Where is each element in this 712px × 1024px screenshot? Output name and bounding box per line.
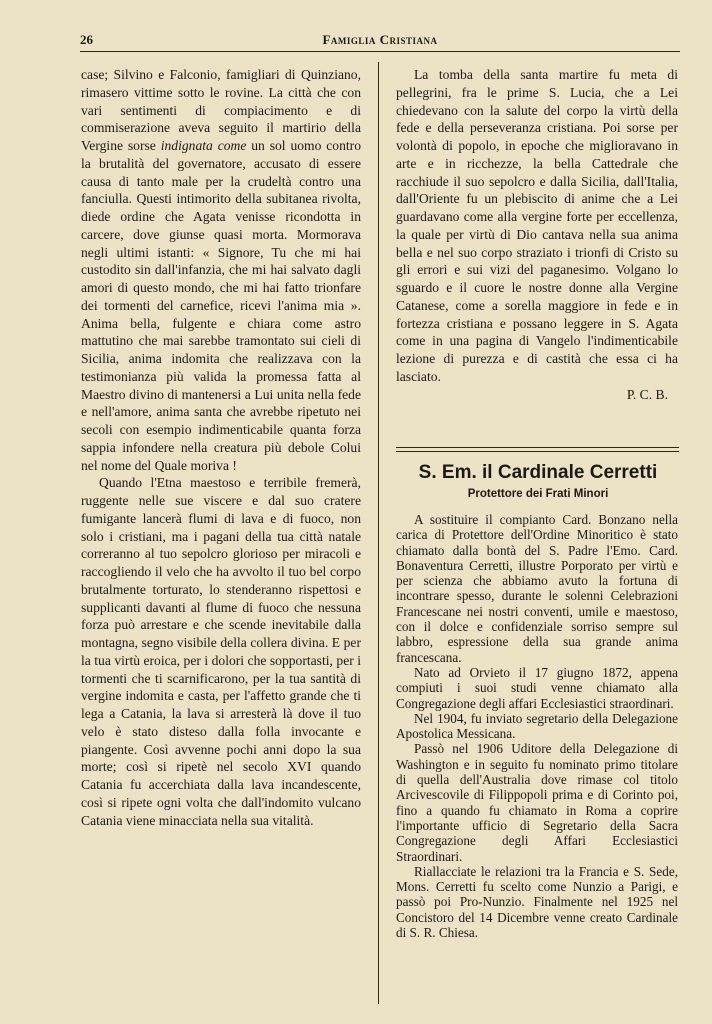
article-title: S. Em. il Cardinale Cerretti [418, 462, 658, 483]
header-rule [80, 51, 680, 52]
paragraph: Quando l'Etna maestoso e terribile fremerà, ruggente nelle sue viscere e dal suo cratere fumigante lancerà flumi di lava e di fuoco, non solo i cristiani, ma i pagani della tua città natale correranno al tuo sepolcro glorioso per miracoli e raccogliendo il velo che ha avvolto il tuo bel corpo brutalmente torturato, lo stenderanno rispettosi e supplicanti davanti al flume di fuoco che nessuna forza può arrestare e che scende inevitabile dalla montagna, segno visibile della collera divina. E per la tua virtù eroica, per i dolori che sopportasti, per i tormenti che ti scarnificarono, per la tua santità di vergine indomita e casta, per l'affetto grande che ti lega a Catania, la lava si arresterà là dove il tuo velo è stato disteso dalla folla invocante e piangente. Così avvenne pochi anni dopo la sua morte; così si ripetè nel secolo XVI quando Catania fu accerchiata dalla lava incandescente, così si ripete ogni volta che dall'indomito vulcano Catania viene minacciata nella sua vitalità. [81, 475, 361, 828]
paragraph: Riallacciate le relazioni tra la Francia e S. Sede, Mons. Cerretti fu scelto come Nunzio a Parigi, e passò poi Pro-Nunzio. Finalmente nel 1925 nel Concistoro del 14 Dicembre venne creato Cardinale di S. R. Chiesa. [396, 863, 678, 941]
author-signature: P. C. B. [626, 386, 668, 402]
paragraph-text: case; Silvino e Falconio, famigliari di Quinziano, rimasero vittime sotto le rovine. La città che con vari sentimenti di compiacimento e di commiserazione aveva seguito il martirio della Vergine sorse [81, 67, 361, 153]
page-header [80, 30, 680, 48]
paragraph: Nato ad Orvieto il 17 giugno 1872, appena compiuti i suoi studi venne chiamato alla Congregazione degli affari Ecclesiastici straordinari. [396, 664, 678, 711]
page-number: 26 [80, 32, 93, 47]
right-column-top [396, 66, 678, 403]
paragraph [81, 66, 361, 474]
running-title: Famiglia Cristiana [322, 32, 438, 47]
paragraph: Passò nel 1906 Uditore della Delegazione di Washington e in seguito fu nominato primo titolare di quella dell'Australia dove rimase col titolo Arcivescovile di Filippopoli prima e di Corinto poi, fino a quando fu chiamato in Roma a coprire l'importante ufficio di Segretario della Sacra Congregazione degli Affari Ecclesiastici Straordinari. [396, 741, 678, 864]
article-body [396, 512, 678, 940]
article-subtitle: Protettore dei Frati Minori [467, 488, 609, 500]
paragraph: A sostituire il compianto Card. Bonzano nella carica di Protettore dell'Ordine Minoritico è stato chiamato dalla bontà del S. Padre l'Emo. Card. Bonaventura Cerretti, illustre Porporato per virtù e per scienza che abbiamo avuto la fortuna di incontrare spesso, durante le solenni Celebrazioni Francescane nei nostri conventi, umile e maestoso, con il dolce e confidenziale sorriso sempre sul labbro, espressione della sua grande anima francescana. [396, 512, 678, 665]
section-divider [396, 447, 679, 452]
paragraph: La tomba della santa martire fu meta di pellegrini, fra le prime S. Lucia, che a Lei chiedevano con la salute del corpo la virtù della fede e della perseveranza cristiana. Poi sorse per volontà di popolo, in epoche che miglioravano in arte e in ricchezze, la bella Cattedrale che racchiude il suo sepolcro e dalla Sicilia, dall'Italia, dall'Oriente fu un plebiscito di anime che a Lei guardavano come alla vergine forte per eccellenza, la quale per virtù di Dio cantava nella sua anima bella e nel suo corpo straziato i trionfi di Cristo su gli errori e sui vizi del paganesimo. Volgano lo sguardo e il cuore le nostre donne alla Vergine Catanese, come a sorella maggiore in fede e in fortezza cristiana e possano leggere in S. Agata come in una pagina di Vangelo l'indimenticabile lezione di purezza e di castità che essa ci ha lasciato. [396, 67, 678, 384]
emphasis-text: indignata come [160, 138, 247, 153]
signature-line [396, 386, 678, 404]
paragraph-text: un sol uomo contro la brutalità del governatore, accusato di essere causa di tanto male per la crudeltà contro una fanciulla. Questi intimorito della subitanea rivolta, diede ordine che Agata venisse ricondotta in carcere, dove giunse quasi morta. Mormorava negli ultimi istanti: « Signore, Tu che mi hai custodito sin dall'infanzia, che mi hai salvato dagli amori di questo mondo, che mi hai fatto trionfare dei tormenti del carnefice, ricevi l'anima mia ». Anima bella, fulgente e chiara come astro mattutino che mai sarebbe tramontato sui cieli di Sicilia, anima indomita che realizzava con la testimonianza più valida la promessa fatta al Maestro divino di mantenersi a Lui unita nella fede e nell'amore, anima santa che avrebbe ripetuto nei secoli con esempio indimenticabile quanta forza sappia infondere nella creatura più debole Colui nel nome del Quale moriva ! [81, 138, 362, 473]
paragraph: Nel 1904, fu inviato segretario della Delegazione Apostolica Messicana. [396, 710, 678, 742]
column-divider [378, 62, 379, 1004]
left-column [81, 66, 361, 829]
